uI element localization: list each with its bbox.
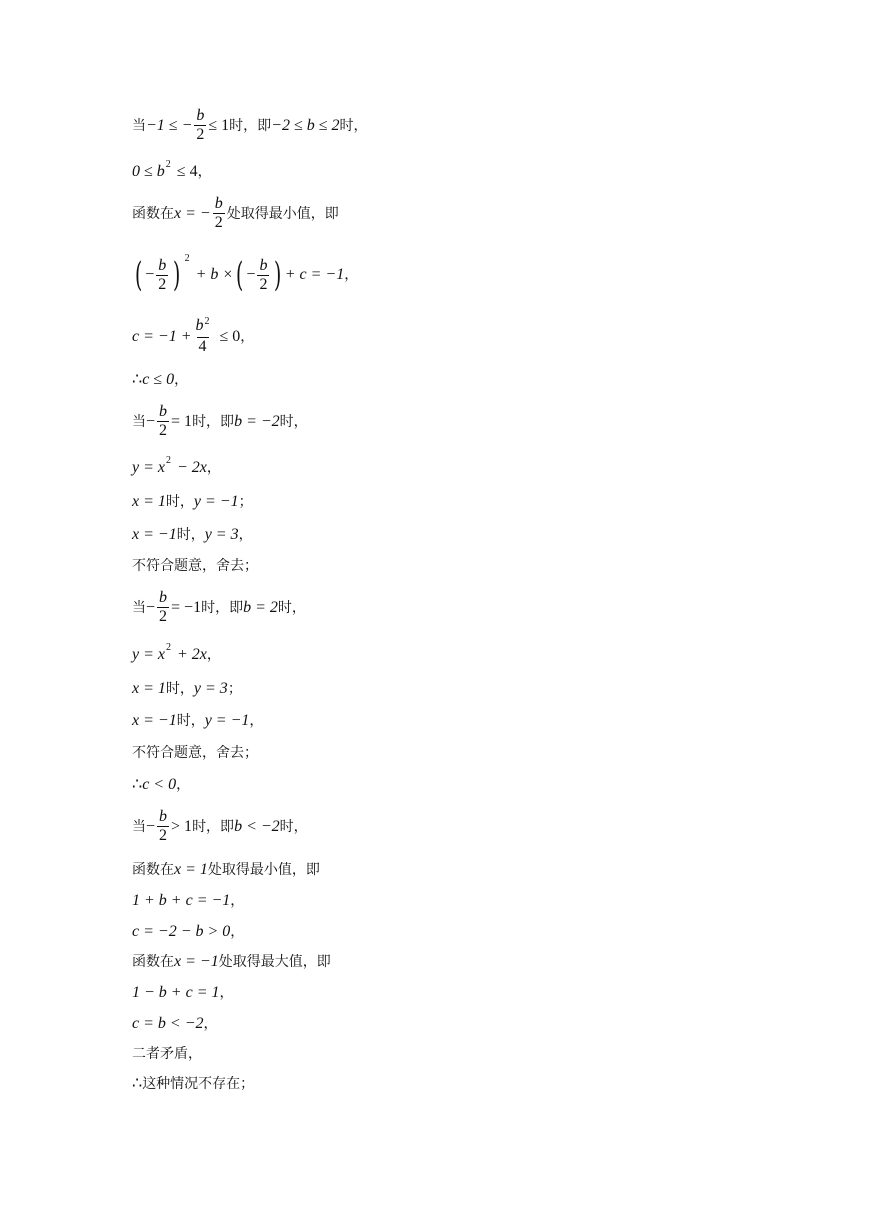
solution-line: c = −2 − b > 0 ，	[132, 923, 245, 940]
solution-line: 当 − $\frac{b}{2}$ > 1 时，即 b < −2 时，	[132, 808, 308, 844]
solution-line: 二者矛盾，	[132, 1046, 202, 1062]
solution-line: ∴ 这种情况不存在；	[132, 1075, 255, 1092]
fraction: $\frac{b}{2}$	[196, 107, 205, 143]
fraction: $\frac{b}{2}$	[214, 195, 223, 231]
fraction: $\frac{b}{2}$	[159, 403, 168, 439]
solution-line: 当 −1 ≤ − $\frac{b}{2}$ ≤ 1 时，即 −2 ≤ b ≤ 2 时，	[132, 107, 368, 143]
right-paren: )	[274, 255, 282, 295]
fraction: $\frac{b}{2}$	[259, 256, 268, 293]
solution-line: ∴ c ≤ 0 ，	[132, 371, 189, 388]
solution-line: 0 ≤ b 2 ≤ 4 ，	[132, 159, 212, 180]
solution-line: 不符合题意，舍去；	[132, 745, 258, 761]
solution-line: 函数在 x = 1 处取得最小值，即	[132, 861, 320, 878]
solution-line: 函数在 x = − $\frac{b}{2}$ 处取得最小值，即	[132, 195, 339, 231]
solution-line: y = x 2 − 2x ，	[132, 455, 221, 476]
fraction: $\frac{b}{2}$	[158, 256, 167, 293]
solution-line: 函数在 x = −1 处取得最大值，即	[132, 953, 331, 970]
solution-line: 1 + b + c = −1 ，	[132, 892, 245, 909]
solution-line: 不符合题意，舍去；	[132, 558, 258, 574]
solution-line: x = 1 时， y = 3 ；	[132, 680, 242, 697]
solution-line: 当 − $\frac{b}{2}$ = −1 时，即 b = 2 时，	[132, 589, 306, 625]
solution-line: x = 1 时， y = −1 ；	[132, 493, 253, 510]
solution-line: ( − $\frac{b}{2}$ ) 2 + b × ( − $\frac{b}{2}$ ) + c = −1 ，	[134, 253, 359, 295]
right-paren: )	[173, 255, 181, 295]
solution-line: 1 − b + c = 1 ，	[132, 984, 234, 1001]
solution-line: c = b < −2 ，	[132, 1015, 218, 1032]
solution-line: x = −1 时， y = −1 ，	[132, 712, 264, 729]
solution-line: ∴ c < 0 ，	[132, 776, 191, 793]
left-paren: (	[236, 255, 244, 295]
solution-line: c = −1 + $\frac{b^2}{4}$ ≤ 0 ，	[132, 316, 255, 355]
fraction: $\frac{b}{2}$	[159, 589, 168, 625]
left-paren: (	[134, 255, 143, 295]
solution-line: 当 − $\frac{b}{2}$ = 1 时，即 b = −2 时，	[132, 403, 308, 439]
fraction: $\frac{b^2}{4}$	[195, 316, 210, 355]
solution-line: x = −1 时， y = 3 ，	[132, 526, 253, 543]
solution-line: y = x 2 + 2x ，	[132, 642, 221, 663]
fraction: $\frac{b}{2}$	[159, 808, 168, 844]
